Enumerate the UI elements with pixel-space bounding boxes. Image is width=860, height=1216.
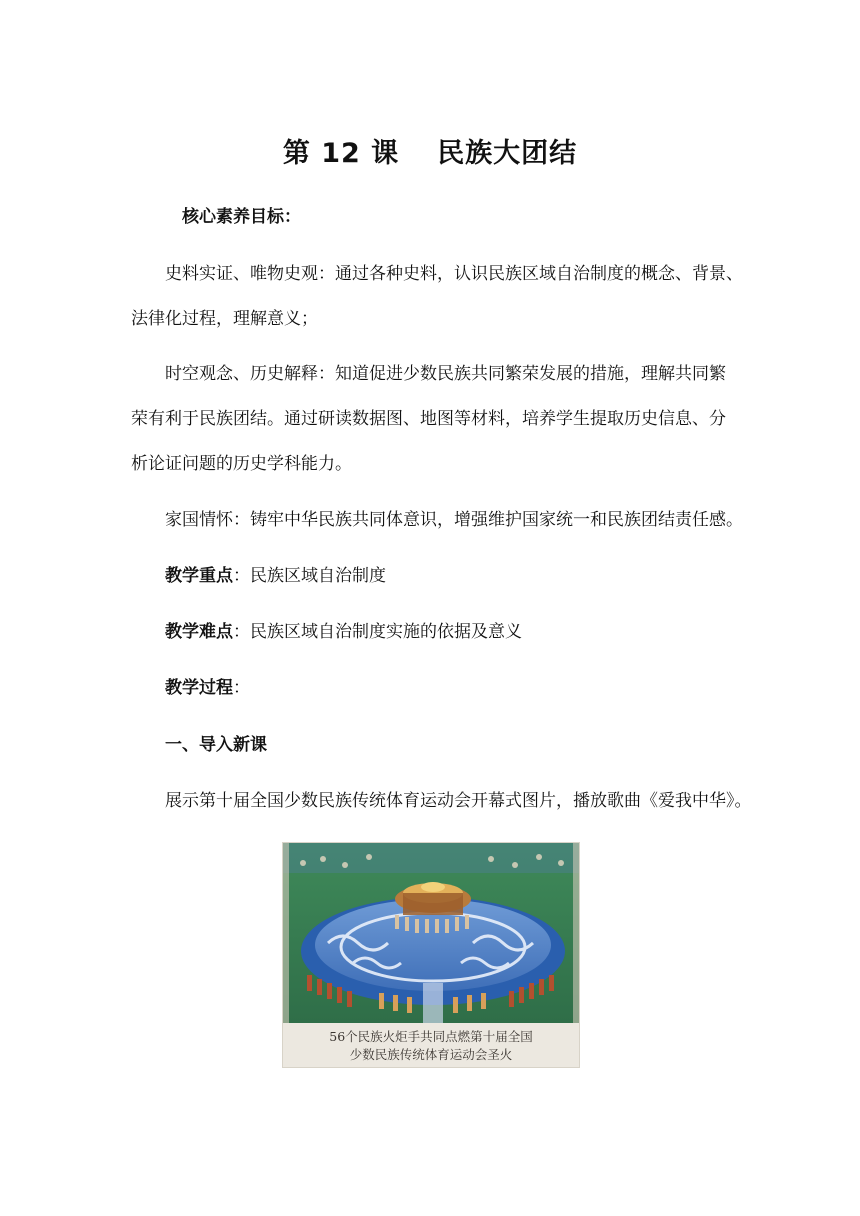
section1-heading: 一、导入新课 xyxy=(165,735,267,755)
objective1-line2: 法律化过程，理解意义； xyxy=(131,309,318,329)
opening-ceremony-photo xyxy=(282,842,580,1068)
objective1-line1: 史料实证、唯物史观：通过各种史料，认识民族区域自治制度的概念、背景、 xyxy=(165,264,743,284)
key-point-text: ：民族区域自治制度 xyxy=(233,566,386,586)
objective2-line3: 析论证问题的历史学科能力。 xyxy=(131,454,352,474)
photo-caption-line1: 56个民族火炬手共同点燃第十届全国 xyxy=(329,1029,533,1044)
ceremony-illustration xyxy=(283,843,579,1023)
difficulty-label: 教学难点 xyxy=(165,622,233,642)
difficulty-text: ：民族区域自治制度实施的依据及意义 xyxy=(233,622,522,642)
lesson-number: 第 12 课 xyxy=(282,138,400,169)
objective3-line1: 家国情怀：铸牢中华民族共同体意识，增强维护国家统一和民族团结责任感。 xyxy=(165,510,743,530)
lesson-topic: 民族大团结 xyxy=(437,138,578,169)
objectives-heading: 核心素养目标： xyxy=(182,207,301,227)
process-label: 教学过程 xyxy=(165,678,233,698)
process xyxy=(165,676,785,700)
difficulty xyxy=(165,620,785,644)
key-point xyxy=(165,564,785,588)
key-point-label: 教学重点 xyxy=(165,566,233,586)
objective2-line1: 时空观念、历史解释：知道促进少数民族共同繁荣发展的措施，理解共同繁 xyxy=(165,364,726,384)
section1-text: 展示第十届全国少数民族传统体育运动会开幕式图片，播放歌曲《爱我中华》。 xyxy=(165,791,752,811)
lesson-title xyxy=(0,131,860,170)
objective2-line2: 荣有利于民族团结。通过研读数据图、地图等材料，培养学生提取历史信息、分 xyxy=(131,409,726,429)
photo-caption-line2: 少数民族传统体育运动会圣火 xyxy=(349,1047,513,1062)
process-text: ： xyxy=(233,678,250,698)
